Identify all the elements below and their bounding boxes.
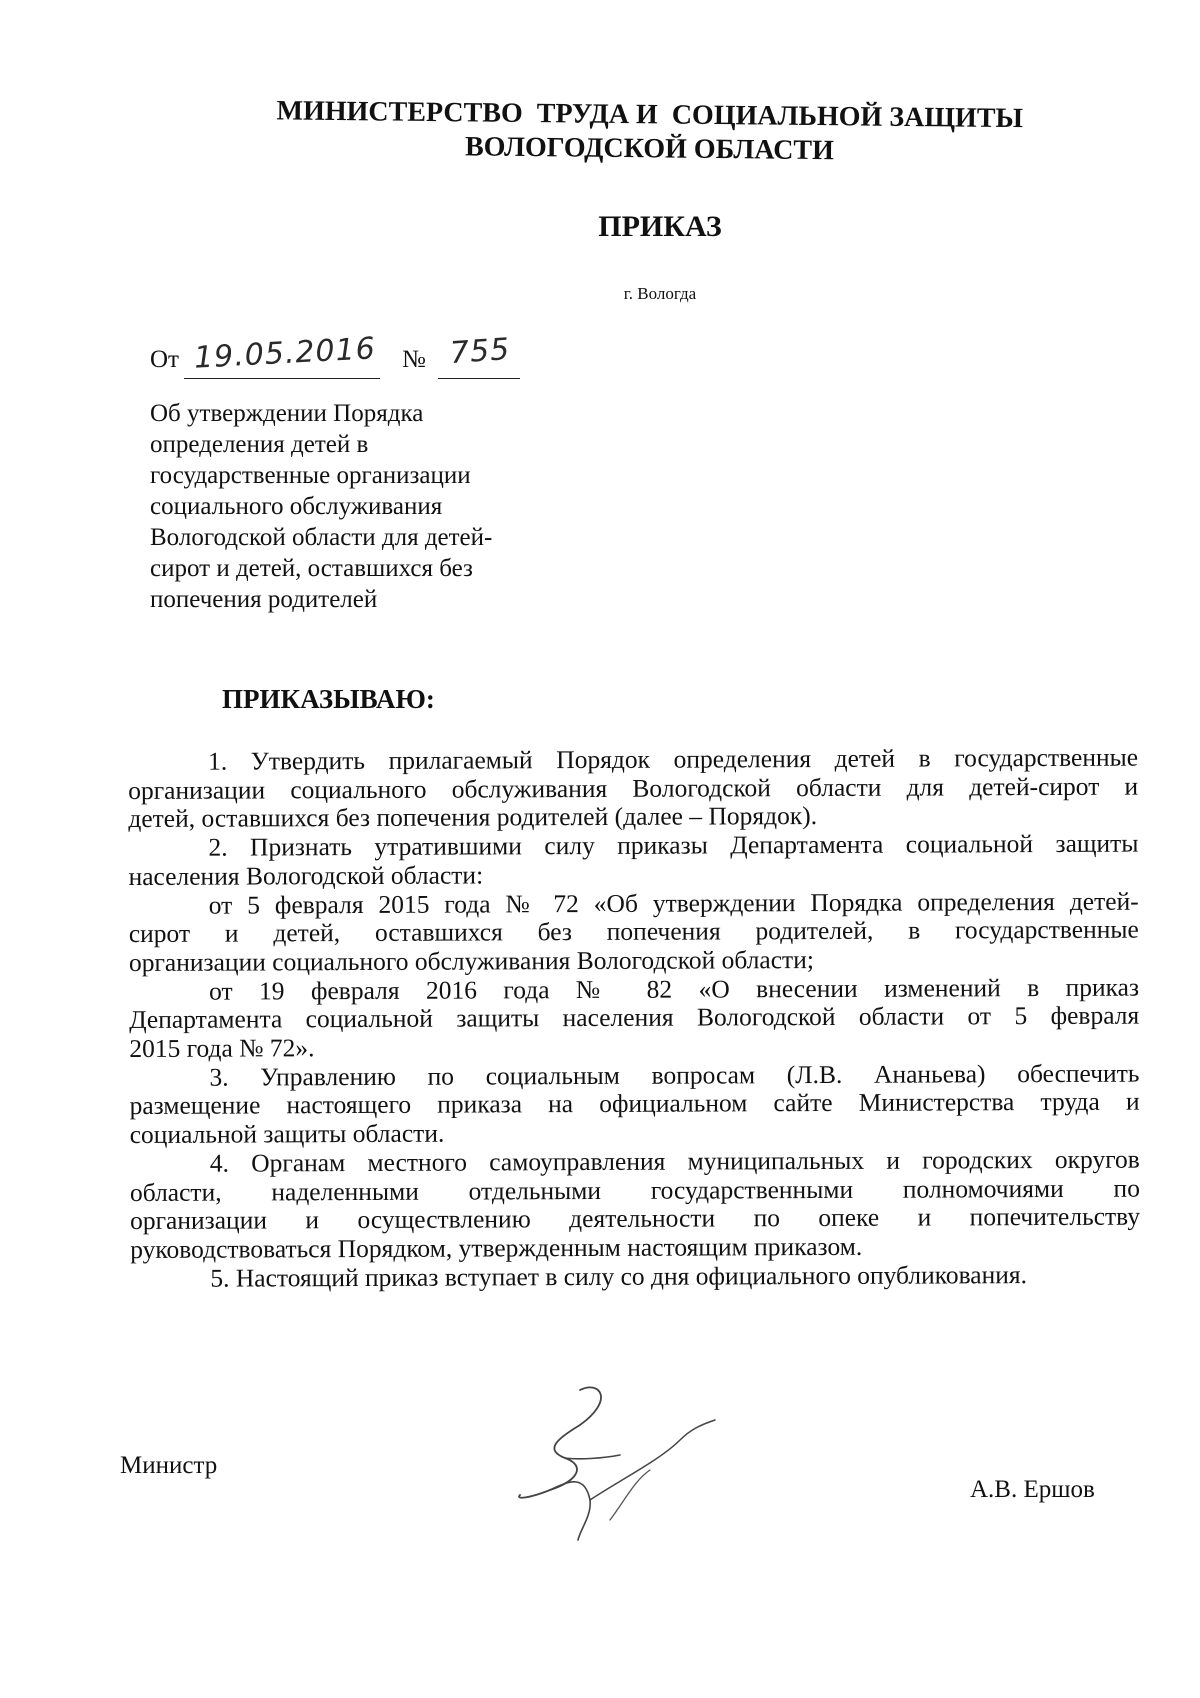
subject-line: Вологодской области для детей- (150, 524, 493, 551)
body-line: размещение настоящего приказа на официальном сайте Министерства труда и (129, 1087, 1140, 1121)
order-subject (150, 398, 570, 615)
body-line: 1. Утвердить прилагаемый Порядок определения детей в государственные (207, 742, 1139, 776)
handwritten-date: 19.05.2016 (193, 331, 377, 376)
order-word: ПРИКАЗЫВАЮ: (222, 684, 435, 714)
date-underline (184, 378, 380, 379)
number-underline (438, 378, 520, 379)
number-label: № (402, 346, 426, 373)
subject-line: определения детей в (150, 431, 369, 458)
body-line: социальной защиты области. (129, 1118, 445, 1150)
handwritten-signature (510, 1380, 760, 1560)
handwritten-number: 755 (448, 331, 512, 372)
body-line: от 5 февраля 2015 года № 72 «Об утверждении Порядка определения детей- (208, 886, 1139, 920)
body-line: от 19 февраля 2016 года № 82 «О внесении изменений в приказ (208, 972, 1140, 1006)
body-line: детей, оставшихся без попечения родителей (далее – Порядок). (128, 801, 818, 834)
from-label: От (150, 346, 179, 373)
order-body (128, 744, 1140, 1294)
body-line: 4. Органам местного самоуправления муниципальных и городских округов (209, 1144, 1140, 1178)
signatory-name: А.В. Ершов (970, 1476, 1095, 1503)
ministry-header-line1: МИНИСТЕРСТВО ТРУДА И СОЦИАЛЬНОЙ ЗАЩИТЫ (276, 95, 1024, 135)
body-line: Департамента социальной защиты населения Вологодской области от 5 февраля (129, 1000, 1140, 1035)
body-line: 5. Настоящий приказ вступает в силу со дня официального опубликования. (210, 1259, 1028, 1293)
date-number-row (150, 331, 570, 386)
body-line: руководствоваться Порядком, утвержденным настоящим приказом. (130, 1231, 863, 1264)
body-line: сирот и детей, оставшихся без попечения родителей, в государственные (128, 914, 1139, 949)
body-line: 2. Признать утратившими силу приказы Департамента социальной защиты (208, 828, 1139, 862)
body-line: населения Вологодской области: (128, 860, 484, 891)
signatory-position: Министр (120, 1452, 218, 1479)
body-line: 2015 года № 72». (129, 1033, 315, 1064)
subject-line: государственные организации (150, 462, 471, 489)
body-line: 3. Управлению по социальным вопросам (Л.В. Ананьева) обеспечить (209, 1058, 1140, 1092)
body-line: организации социального обслуживания Вологодской области; (128, 944, 814, 977)
subject-line: попечения родителей (150, 586, 378, 613)
subject-line: сирот и детей, оставшихся без (150, 555, 473, 582)
ministry-header-line2: ВОЛОГОДСКОЙ ОБЛАСТИ (464, 131, 835, 167)
subject-line: Об утверждении Порядка (150, 400, 424, 427)
body-line: организации и осуществлению деятельности по опеке и попечительству (129, 1201, 1141, 1236)
city-name: г. Вологда (623, 284, 697, 303)
document-title: ПРИКАЗ (598, 210, 722, 243)
body-line: области, наделенными отдельными государственными полномочиями по (129, 1173, 1140, 1207)
body-line: организации социального обслуживания Вологодской области для детей-сирот и (128, 771, 1139, 805)
ministry-header (239, 94, 1060, 171)
subject-line: социального обслуживания (150, 493, 443, 520)
